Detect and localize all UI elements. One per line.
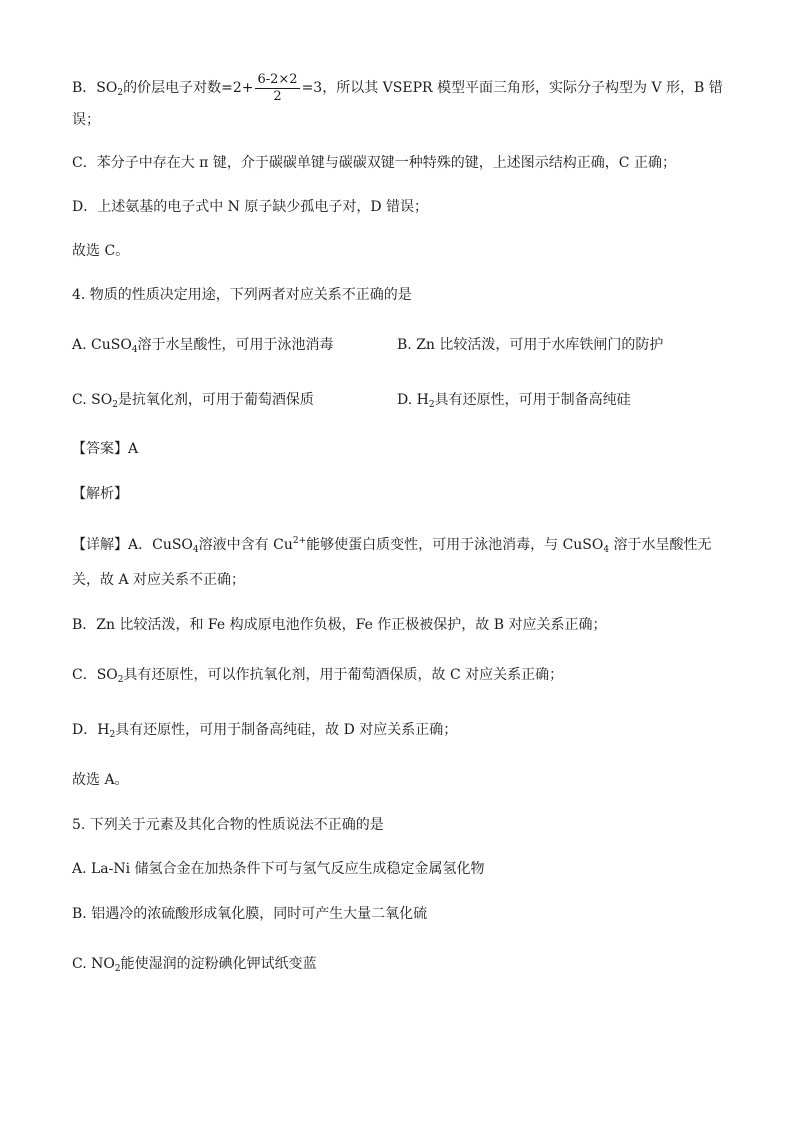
text: 具有还原性，可以作抗氧化剂，用于葡萄酒保质，故 C 对应关系正确； bbox=[123, 667, 564, 683]
text: A．CuSO bbox=[128, 537, 193, 553]
text: =3，所以其 VSEPR 模型平面三角形，实际分子构型为 V 形，B 错 bbox=[301, 80, 723, 96]
text: D. H bbox=[397, 392, 429, 408]
subscript: 4 bbox=[603, 545, 610, 555]
text: 溶于水呈酸性无 bbox=[609, 537, 712, 553]
q4-option-a bbox=[72, 335, 334, 355]
text: 的价层电子对数=2+ bbox=[123, 80, 254, 96]
q3-conclusion: 故选 C。 bbox=[72, 243, 130, 259]
q3-option-c: C．苯分子中存在大 π 键，介于碳碳单键与碳碳双键一种特殊的键，上述图示结构正确，C 正确； bbox=[72, 155, 676, 171]
subscript: 4 bbox=[131, 345, 138, 355]
subscript: 2 bbox=[117, 88, 124, 98]
q4-conclusion: 故选 A。 bbox=[72, 772, 129, 788]
q4-detail-a-line1 bbox=[72, 535, 712, 555]
text: 溶液中含有 Cu bbox=[198, 537, 293, 553]
q4-detail-c bbox=[72, 665, 563, 685]
text: C. NO bbox=[72, 956, 115, 972]
q3-option-d: D．上述氨基的电子式中 N 原子缺少孤电子对，D 错误； bbox=[72, 199, 429, 215]
detail-label: 【详解】 bbox=[72, 537, 128, 553]
subscript: 2 bbox=[112, 400, 118, 410]
text: 能够使蛋白质变性，可用于泳池消毒，与 CuSO bbox=[306, 537, 604, 553]
subscript: 2 bbox=[117, 675, 124, 685]
q4-option-c bbox=[72, 390, 314, 410]
text: 具有还原性，可用于制备高纯硅 bbox=[434, 392, 631, 408]
subscript: 2 bbox=[109, 730, 116, 740]
q5-option-a: A. La-Ni 储氢合金在加热条件下可与氢气反应生成稳定金属氢化物 bbox=[72, 861, 485, 877]
text: D．H bbox=[72, 722, 110, 738]
fraction-numerator: 6-2×2 bbox=[257, 72, 298, 87]
q4-option-d bbox=[397, 390, 631, 410]
q5-stem: 5. 下列关于元素及其化合物的性质说法不正确的是 bbox=[72, 817, 384, 833]
q4-answer bbox=[72, 439, 138, 459]
text: 能使湿润的淀粉碘化钾试纸变蓝 bbox=[120, 956, 317, 972]
q4-stem: 4. 物质的性质决定用途，下列两者对应关系不正确的是 bbox=[72, 287, 412, 303]
answer-label: 【答案】 bbox=[72, 441, 128, 457]
q3-option-b-line1 bbox=[72, 72, 723, 104]
subscript: 4 bbox=[192, 545, 199, 555]
subscript: 2 bbox=[114, 964, 121, 974]
text: B．SO bbox=[72, 80, 118, 96]
text: 溶于水呈酸性，可用于泳池消毒 bbox=[137, 337, 334, 353]
q4-detail-d bbox=[72, 720, 457, 740]
q4-analysis-label: 【解析】 bbox=[72, 486, 128, 502]
fraction-denominator: 2 bbox=[273, 89, 282, 104]
fraction bbox=[255, 72, 299, 104]
text: A. CuSO bbox=[72, 337, 132, 353]
text: C. SO bbox=[72, 392, 113, 408]
q5-option-b: B. 铝遇冷的浓硫酸形成氧化膜，同时可产生大量二氧化硫 bbox=[72, 906, 428, 922]
text: C．SO bbox=[72, 667, 118, 683]
q3-option-b-line2: 误； bbox=[72, 112, 100, 128]
answer-value: A bbox=[128, 441, 139, 457]
q4-detail-b: B．Zn 比较活泼，和 Fe 构成原电池作负极，Fe 作正极被保护，故 B 对应关系正确； bbox=[72, 617, 607, 633]
text: 是抗氧化剂，可用于葡萄酒保质 bbox=[117, 392, 314, 408]
q4-option-b: B. Zn 比较活泼，可用于水库铁闸门的防护 bbox=[397, 337, 664, 353]
q4-detail-a-line2: 关，故 A 对应关系不正确； bbox=[72, 572, 246, 588]
subscript: 2 bbox=[428, 400, 435, 410]
text: 具有还原性，可用于制备高纯硅，故 D 对应关系正确； bbox=[115, 722, 458, 738]
q5-option-c bbox=[72, 954, 317, 974]
superscript: 2+ bbox=[292, 536, 307, 546]
